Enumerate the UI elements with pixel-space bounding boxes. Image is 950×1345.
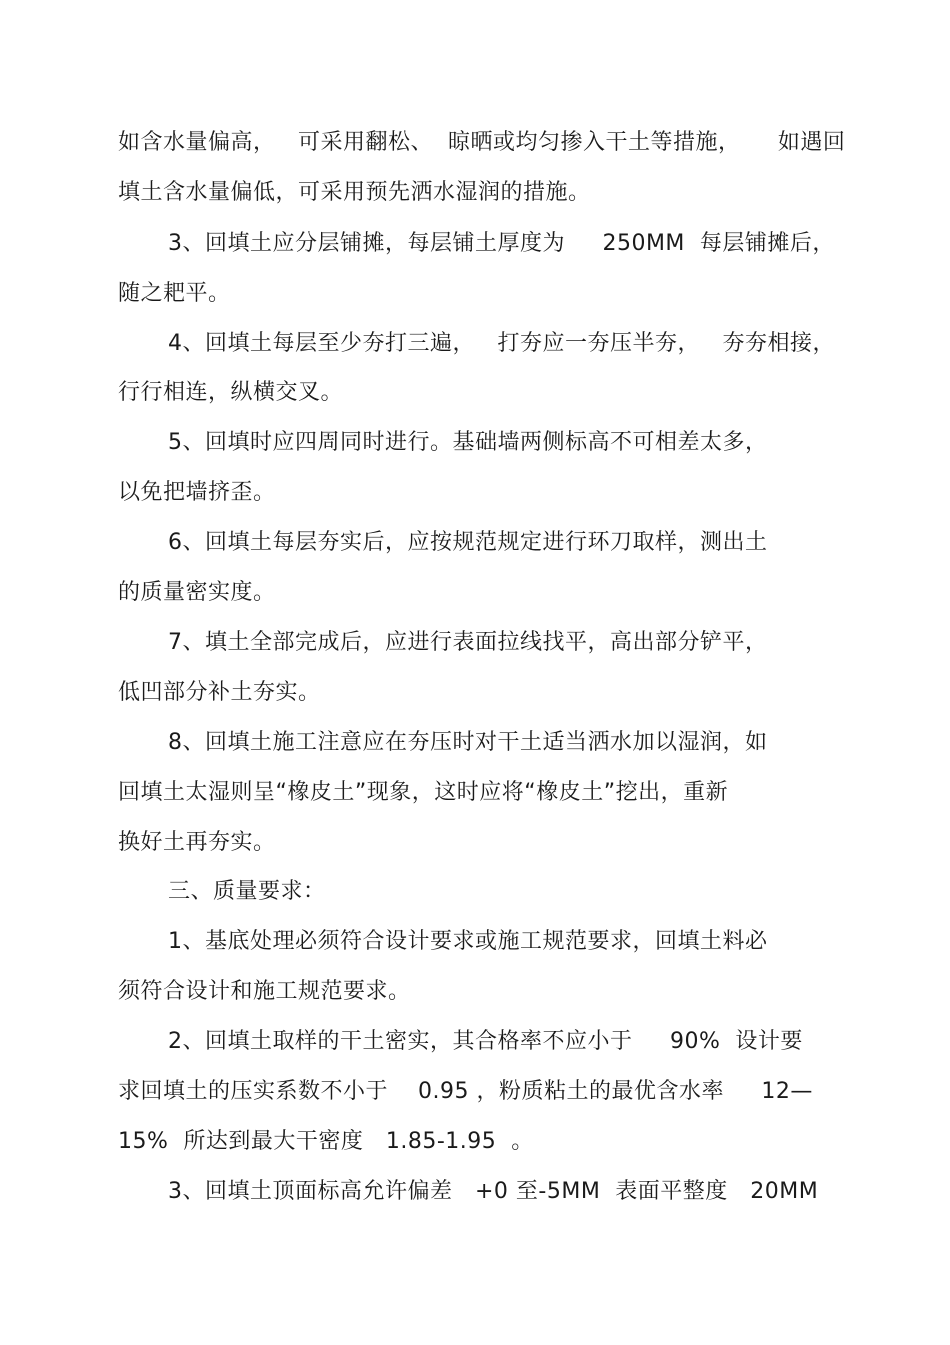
text-line: 2、回填土取样的干土密实，其合格率不应小于 90% 设计要 [168,1029,803,1054]
text-line: 1、基底处理必须符合设计要求或施工规范要求，回填土料必 [168,929,768,954]
text-line: 15% 所达到最大干密度 1.85-1.95 。 [118,1129,534,1154]
text-line: 求回填土的压实系数不小于 0.95 ，粉质粘土的最优含水率 12— [118,1079,813,1104]
text-line: 低凹部分补土夯实。 [118,680,321,705]
text-line: 随之耙平。 [118,281,231,306]
text-line: 4、回填土每层至少夯打三遍， 打夯应一夯压半夯， 夯夯相接， [168,331,835,356]
text-line: 5、回填时应四周同时进行。基础墙两侧标高不可相差太多， [168,430,768,455]
text-line: 6、回填土每层夯实后，应按规范规定进行环刀取样，测出土 [168,530,768,555]
text-line: 填土含水量偏低，可采用预先洒水湿润的措施。 [118,180,591,205]
text-line: 行行相连，纵横交叉。 [118,380,344,405]
text-line: 回填土太湿则呈“橡皮土”现象，这时应将“橡皮土”挖出，重新 [118,780,729,805]
text-line: 换好土再夯实。 [118,830,276,855]
text-line: 8、回填土施工注意应在夯压时对干土适当洒水加以湿润，如 [168,730,768,755]
text-line: 的质量密实度。 [118,580,276,605]
text-line: 须符合设计和施工规范要求。 [118,979,411,1004]
section-heading: 三、质量要求： [168,879,326,904]
text-line: 3、回填土应分层铺摊，每层铺土厚度为 250MM 每层铺摊后， [168,231,835,256]
text-line: 以免把墙挤歪。 [118,480,276,505]
text-line: 7、填土全部完成后，应进行表面拉线找平，高出部分铲平， [168,630,768,655]
text-line: 3、回填土顶面标高允许偏差 +0 至-5MM 表面平整度 20MM [168,1179,819,1204]
text-line: 如含水量偏高， 可采用翻松、 晾晒或均匀掺入干土等措施， 如遇回 [118,130,846,155]
